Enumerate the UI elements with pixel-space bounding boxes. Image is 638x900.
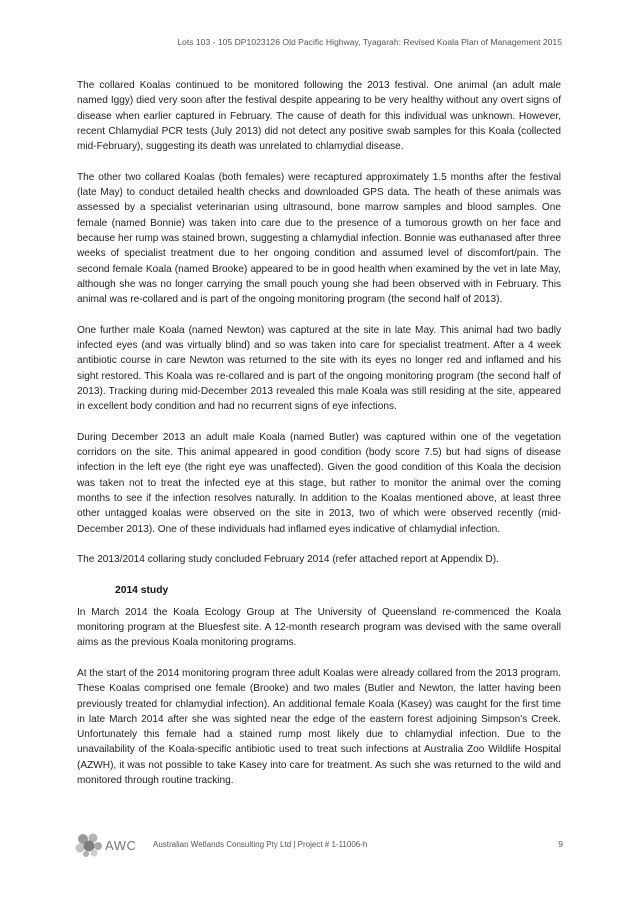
page-header: Lots 103 - 105 DP1023126 Old Pacific Highway, Tyagarah: Revised Koala Plan of Management 2015	[177, 37, 562, 47]
paragraph-study-conclusion: The 2013/2014 collaring study concluded February 2014 (refer attached report at Appendix D).	[77, 554, 499, 566]
logo-text: AWC	[105, 838, 137, 853]
page-number: 9	[558, 839, 563, 849]
section-heading-2014-study: 2014 study	[115, 584, 169, 596]
paragraph-newton: One further male Koala (named Newton) was captured at the site in late May. This animal had two badly infected eyes (and was virtually blind) and so was taken into care for specialist treatment. After a 4 week antibiotic course in care Newton was returned to the site with its eyes no longer red and inflamed and his sight restored. This Koala was re-collared and is part of the ongoing monitoring program (the second half of 2013). Tracking during mid-December 2013 revealed this male Koala was still residing at the site, appeared in excellent body condition and had no recurrent signs of eye infections.	[77, 324, 561, 413]
awc-logo	[75, 833, 147, 857]
paragraph-2014-monitoring-start: At the start of the 2014 monitoring program three adult Koalas were already collared from the 2013 program. These Koalas comprised one female (Brooke) and two males (Butler and Newton, the latter having been previously treated for chlamydial infection). An additional female Koala (Kasey) was caught for the first time in late March 2014 after she was sighted near the edge of the eastern forest adjoining Simpson's Creek. Unfortunately this female had a stained rump most likely due to chlamydial infection. Due to the unavailability of the Koala-specific antibiotic used to treat such infections at Australia Zoo Wildlife Hospital (AZWH), it was not possible to take Kasey into care for treatment. As such she was returned to the wild and monitored through routine tracking.	[77, 667, 561, 787]
document-body	[77, 78, 561, 804]
paragraph-2014-program: In March 2014 the Koala Ecology Group at The University of Queensland re-commenced the Koala monitoring program at the Bluesfest site. A 12-month research program was devised with the same overall aims as the previous Koala monitoring programs.	[77, 606, 561, 649]
awc-logo-icon	[75, 833, 103, 857]
paragraph-collared-koalas: The collared Koalas continued to be monitored following the 2013 festival. One animal (an adult male named Iggy) died very soon after the festival despite appearing to be very healthy without any overt signs of disease when earlier captured in February. The cause of death for this individual was unknown. However, recent Chlamydial PCR tests (July 2013) did not detect any positive swab samples for this Koala (collected mid-February), suggesting its death was unrelated to chlamydial disease.	[77, 80, 561, 153]
page-footer	[75, 829, 563, 861]
paragraph-female-koalas: The other two collared Koalas (both females) were recaptured approximately 1.5 months after the festival (late May) to conduct detailed health checks and downloaded GPS data. The heath of these animals was assessed by a specialist veterinarian using ultrasound, bone marrow samples and blood samples. One female (named Bonnie) was taken into care due to the presence of a tumorous growth on her face and because her rump was stained brown, suggesting a chlamydial infection. Bonnie was euthanased after three weeks of specialist treatment due to her ongoing condition and assumed level of discomfort/pain. The second female Koala (named Brooke) appeared to be in good health when examined by the vet in late May, although she was no longer carrying the small pouch young she had been observed with in February. This animal was re-collared and is part of the ongoing monitoring program (the second half of 2013).	[77, 171, 561, 306]
footer-company: Australian Wetlands Consulting Pty Ltd | Project # 1-11006-h	[153, 840, 368, 849]
paragraph-butler: During December 2013 an adult male Koala (named Butler) was captured within one of the vegetation corridors on the site. This animal appeared in good condition (body score 7.5) but had signs of disease infection in the left eye (the right eye was unaffected). Given the good condition of this Koala the decision was taken not to treat the infected eye at this stage, but rather to monitor the animal over the coming months to see if the infection resolves naturally. In addition to the Koalas mentioned above, at least three other untagged koalas were observed on the site in 2013, two of which were observed recently (mid-December 2013). One of these individuals had inflamed eyes indicative of chlamydial infection.	[77, 431, 561, 535]
